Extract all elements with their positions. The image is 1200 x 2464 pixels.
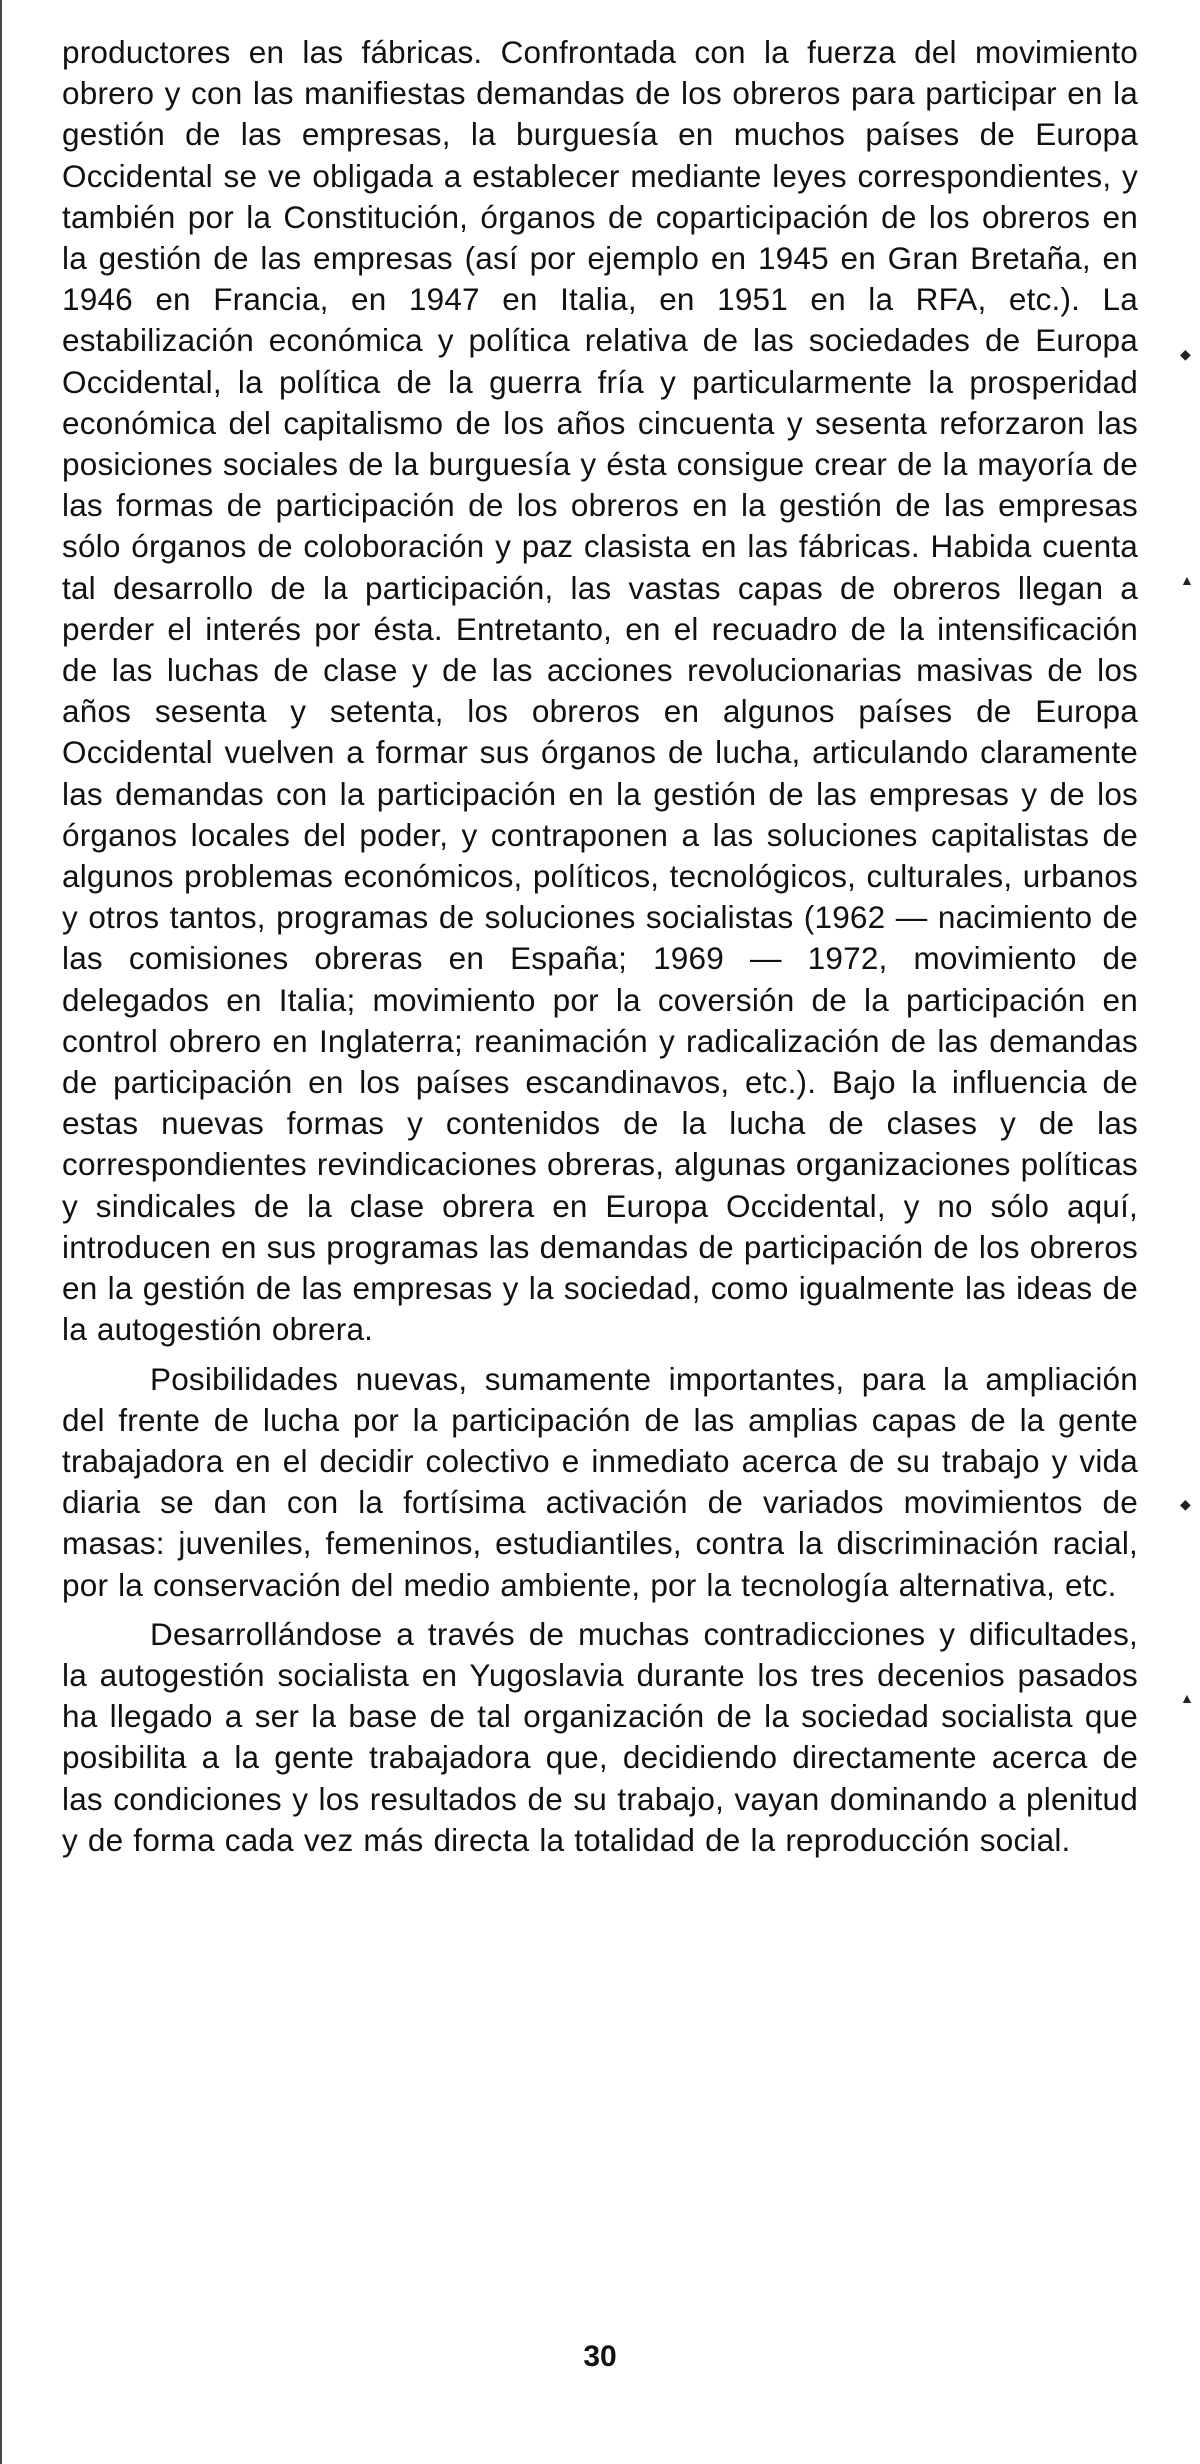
paragraph-2: Posibilidades nuevas, sumamente importantes, para la ampliación del frente de lucha por la participación de las amplias capas de la gente trabajadora en el decidir colectivo e inmediato acerca de su trabajo y vida diaria se dan con la fortísima activación de variados movimientos de masas: juveniles, femeninos, estudiantiles, contra la discriminación racial, por la conservación del medio ambiente, por la tecnología alternativa, etc. xyxy=(62,1360,1138,1603)
paragraph-1: productores en las fábricas. Confrontada con la fuerza del movimiento obrero y con las manifiestas demandas de los obreros para participar en la gestión de las empresas, la burguesía en muchos países de Europa Occidental se ve obligada a establecer mediante leyes correspondientes, y también por la Constitución, órganos de coparticipación de los obreros en la gestión de las empresas (así por ejemplo en 1945 en Gran Bretaña, en 1946 en Francia, en 1947 en Italia, en 1951 en la RFA, etc.). La estabilización económica y política relativa de las sociedades de Europa Occidental, la política de la guerra fría y particularmente la prosperidad económica del capitalismo de los años cincuenta y sesenta reforzaron las posiciones sociales de la burguesía y ésta consigue crear de la mayoría de las formas de participación de los obreros en la gestión de las empresas sólo órganos de coloboración y paz clasista en las fábricas. Habida cuenta tal desarrollo de la participación, las vastas capas de obreros llegan a perder el interés por ésta. Entretanto, en el recuadro de la intensificación de las luchas de clase y de las acciones revolucionarias masivas de los años sesenta y setenta, los obreros en algunos países de Europa Occidental vuelven a formar sus órganos de lucha, articulando claramente las demandas con la participación en la gestión de las empresas y de los órganos locales del poder, y contraponen a las soluciones capitalistas de algunos problemas económicos, políticos, tecnológicos, culturales, urbanos y otros tantos, programas de soluciones socialistas (1962 — nacimiento de las comisiones obreras en España; 1969 — 1972, movimiento de delegados en Italia; movimiento por la coversión de la participación en control obrero en Inglaterra; reanimación y radicalización de las demandas de participación en los países escandinavos, etc.). Bajo la influencia de estas nuevas formas y contenidos de la lucha de clases y de las correspondientes revindicaciones obreras, algunas organizaciones políticas y sindicales de la clase obrera en Europa Occidental, y no sólo aquí, introducen en sus programas las demandas de participación de los obreros en la gestión de las empresas y la sociedad, como igualmente las ideas de la autogestión obrera. xyxy=(62,34,1138,1348)
paragraph-3: Desarrollándose a través de muchas contradicciones y dificultades, la autogestión socialista en Yugoslavia durante los tres decenios pasados ha llegado a ser la base de tal organización de la sociedad socialista que posibilita a la gente trabajadora que, decidiendo directamente acerca de las condiciones y los resultados de su trabajo, vayan dominando a plenitud y de forma cada vez más directa la totalidad de la reproducción social. xyxy=(62,1615,1138,1858)
page-edge-rule xyxy=(0,0,2,2464)
margin-mark-icon: ▲ xyxy=(1180,572,1194,588)
margin-mark-icon: ◆ xyxy=(1180,346,1191,362)
page-number: 30 xyxy=(583,2340,617,2373)
margin-mark-icon: ◆ xyxy=(1180,1496,1191,1512)
margin-mark-icon: ▲ xyxy=(1180,1690,1194,1706)
page-body xyxy=(62,32,1138,1861)
